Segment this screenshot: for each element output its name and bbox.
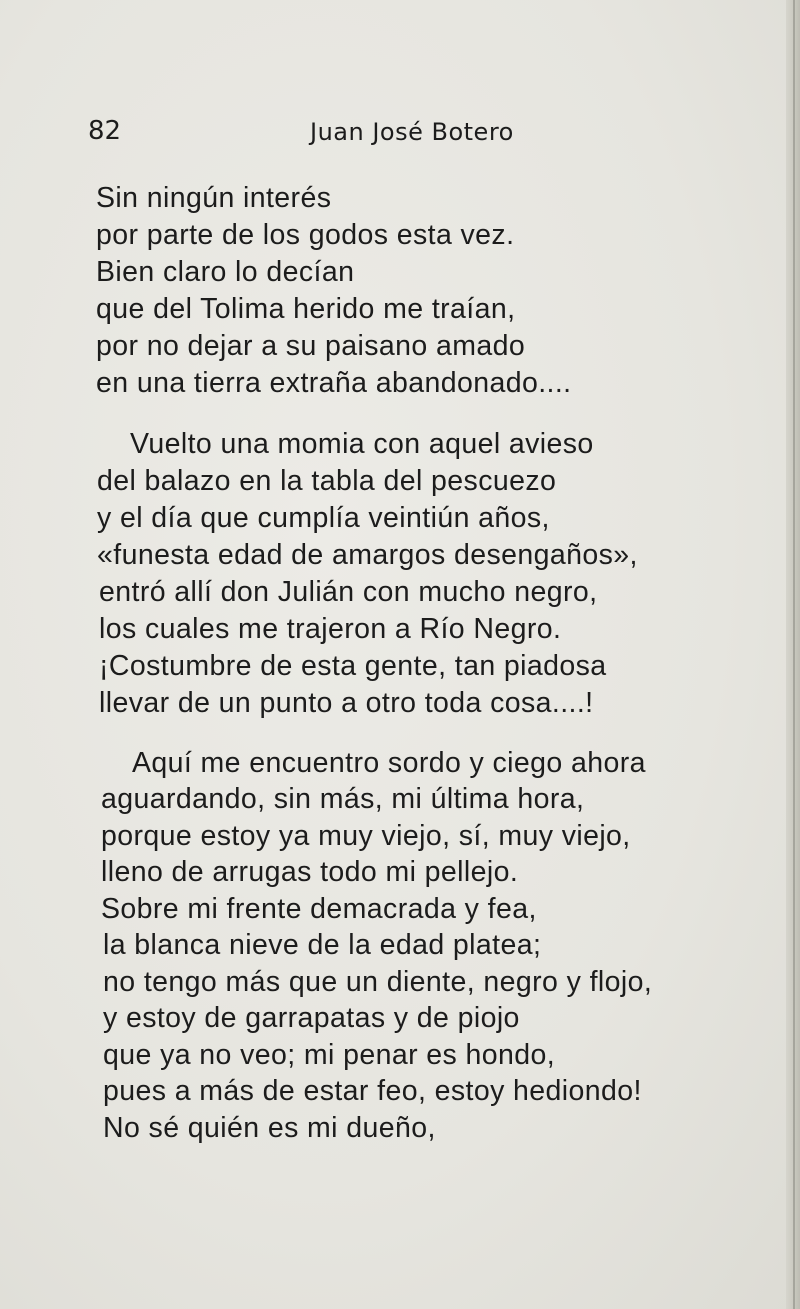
page-edge-line: [793, 0, 795, 1309]
poem-line: por parte de los godos esta vez.: [96, 219, 515, 251]
page-header: [88, 116, 528, 152]
poem-line: «funesta edad de amargos desengaños»,: [97, 539, 638, 571]
poem-line: que del Tolima herido me traían,: [96, 293, 516, 325]
poem-line: pues a más de estar feo, estoy hediondo!: [103, 1075, 642, 1107]
poem-line: por no dejar a su paisano amado: [96, 330, 526, 362]
poem-line: del balazo en la tabla del pescuezo: [97, 465, 557, 497]
poem-line: y estoy de garrapatas y de piojo: [103, 1002, 520, 1034]
running-head: Juan José Botero: [310, 118, 514, 146]
poem-line: y el día que cumplía veintiún años,: [97, 502, 550, 534]
poem-line: los cuales me trajeron a Río Negro.: [99, 613, 562, 645]
poem-line: lleno de arrugas todo mi pellejo.: [101, 856, 519, 888]
poem-line: ¡Costumbre de esta gente, tan piadosa: [99, 650, 607, 682]
page-number: 82: [88, 116, 122, 146]
poem-line: aguardando, sin más, mi última hora,: [101, 783, 585, 815]
poem-line: que ya no veo; mi penar es hondo,: [103, 1039, 556, 1071]
poem-line: Aquí me encuentro sordo y ciego ahora: [132, 747, 646, 779]
poem-line: no tengo más que un diente, negro y flojo,: [103, 966, 653, 998]
poem-line: No sé quién es mi dueño,: [103, 1112, 436, 1144]
poem-line: Bien claro lo decían: [96, 256, 355, 288]
poem-line: entró allí don Julián con mucho negro,: [99, 576, 598, 608]
poem-line: en una tierra extraña abandonado....: [96, 367, 572, 399]
poem-line: Vuelto una momia con aquel avieso: [130, 428, 594, 460]
poem-line: la blanca nieve de la edad platea;: [103, 929, 542, 961]
poem-line: llevar de un punto a otro toda cosa....!: [99, 687, 594, 719]
poem-line: Sin ningún interés: [96, 182, 332, 214]
poem-line: Sobre mi frente demacrada y fea,: [101, 893, 537, 925]
poem-line: porque estoy ya muy viejo, sí, muy viejo,: [101, 820, 631, 852]
